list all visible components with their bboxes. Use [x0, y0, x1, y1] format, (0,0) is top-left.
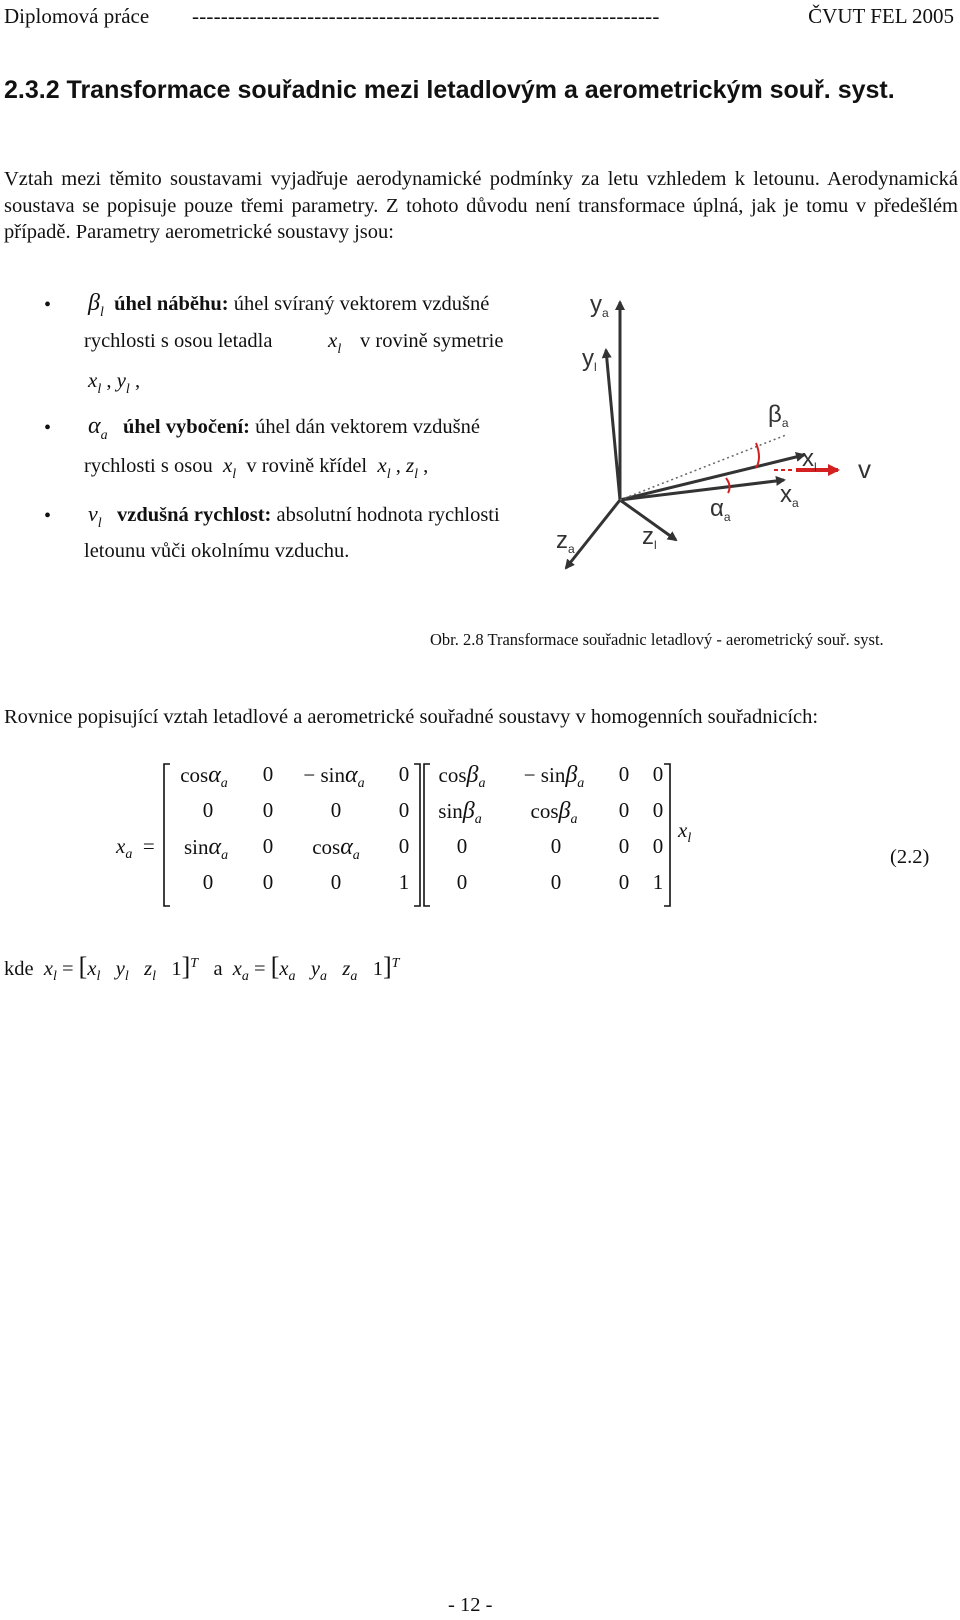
- m2-r2-c4: 0: [652, 798, 664, 822]
- m2-r1-c4: 0: [652, 762, 664, 786]
- m1-r2-c3: 0: [330, 798, 342, 822]
- bullet-3-line-1: $v_l$ vzdušná rychlost: absolutní hodnota rychlosti: [88, 501, 500, 531]
- m1-r3-c3: cosα$_a$: [312, 834, 360, 863]
- bullet-2-line-1: $\alpha_a$ úhel vybočení: úhel dán vektorem vzdušné: [88, 413, 480, 443]
- header-left: Diplomová práce: [4, 4, 150, 28]
- yl-axis: [606, 350, 620, 500]
- m1-r1-c4: 0: [398, 762, 410, 786]
- m1-r4-c1: 0: [202, 870, 214, 894]
- label-zl: $z_l$: [642, 523, 657, 552]
- m1-r3-c1: sinα$_a$: [183, 834, 229, 863]
- equation-rhs: $x_l$: [678, 818, 692, 846]
- bullet-dot: •: [44, 294, 52, 316]
- equation-number: (2.2): [890, 846, 930, 868]
- header-rule: -----------------------------------------------------------------: [192, 4, 660, 28]
- m2-r4-c2: 0: [550, 870, 562, 894]
- m1-r4-c4: 1: [398, 870, 410, 894]
- m1-r1-c1: cosα$_a$: [180, 762, 228, 791]
- m2-r1-c3: 0: [618, 762, 630, 786]
- equation-intro: Rovnice popisující vztah letadlové a aerometrické souřadné soustavy v homogenních souřadnicích:: [4, 706, 819, 728]
- label-alpha: $\alpha_a$: [710, 495, 731, 524]
- m2-r4-c4: 1: [652, 870, 664, 894]
- beta-arc: [756, 443, 759, 468]
- header-right: ČVUT FEL 2005: [808, 4, 954, 28]
- term-airspeed: vzdušná rychlost:: [117, 504, 272, 526]
- m2-r3-c2: 0: [550, 834, 562, 858]
- bullet-1-line-2: rychlosti s osou letadla $x_l$ v rovině symetrie: [84, 328, 504, 357]
- term-angle-of-attack: úhel náběhu:: [114, 293, 229, 315]
- m2-r2-c3: 0: [618, 798, 630, 822]
- xl-axis: [620, 455, 804, 500]
- v-symbol: v: [88, 501, 98, 526]
- bullet-3-line-2: letounu vůči okolnímu vzduchu.: [84, 540, 350, 562]
- m2-r4-c1: 0: [456, 870, 468, 894]
- label-xa: $x_a$: [780, 481, 799, 510]
- bullet-dot: •: [44, 417, 52, 439]
- m2-r3-c3: 0: [618, 834, 630, 858]
- m1-r3-c2: 0: [262, 834, 274, 858]
- m1-r3-c4: 0: [398, 834, 410, 858]
- m1-r2-c4: 0: [398, 798, 410, 822]
- m1-r1-c3: − sinα$_a$: [303, 762, 365, 791]
- m2-r3-c1: 0: [456, 834, 468, 858]
- bullet-1-line-3: $x_l$ , $y_l$ ,: [88, 368, 141, 397]
- label-yl: $y_l$: [582, 345, 597, 374]
- section-title: 2.3.2 Transformace souřadnic mezi letadlovým a aerometrickým souř. syst.: [4, 76, 895, 104]
- bullet-dot: •: [44, 505, 52, 527]
- m1-r4-c2: 0: [262, 870, 274, 894]
- equation-lhs: $x_a$ =: [116, 834, 155, 862]
- m1-r4-c3: 0: [330, 870, 342, 894]
- m1-r2-c2: 0: [262, 798, 274, 822]
- m2-r3-c4: 0: [652, 834, 664, 858]
- bullet-2-line-2: rychlosti s osou $x_l$ v rovině křídel $x_l$ , $z_l$ ,: [84, 453, 429, 482]
- intro-paragraph: Vztah mezi těmito soustavami vyjadřuje aerodynamické podmínky za letu vzhledem k letounu. Aerodynamická soustava se popisuje pouze třemi parametry. Z tohoto důvodu není transformace úplná, jak je tomu v předešlém případě. Parametry aerometrické soustavy jsou:: [4, 168, 958, 243]
- axes-figure: [556, 290, 946, 590]
- m2-r2-c2: cosβ$_a$: [530, 798, 578, 827]
- m2-r2-c1: sinβ$_a$: [438, 798, 482, 827]
- where-line: kde $x_l = [x_l$ $y_l$ $z_l$ 1]$^T$ a $x_a = [x_a$ $y_a$ $z_a$ 1]$^T$: [4, 952, 400, 984]
- label-xl: $x_l$: [802, 445, 817, 474]
- alpha-symbol: α: [88, 413, 101, 439]
- label-za: $z_a$: [556, 527, 575, 556]
- beta-symbol: β: [88, 290, 100, 316]
- m1-r1-c2: 0: [262, 762, 274, 786]
- m1-r2-c1: 0: [202, 798, 214, 822]
- bullet-1-line-1: $\beta_l$ úhel náběhu: úhel svíraný vektorem vzdušné: [88, 290, 490, 320]
- term-sideslip-angle: úhel vybočení:: [122, 416, 250, 438]
- figure-caption: Obr. 2.8 Transformace souřadnic letadlový - aerometrický souř. syst.: [430, 630, 884, 649]
- m2-r1-c1: cosβ$_a$: [438, 762, 486, 791]
- page-number: - 12 -: [448, 1594, 493, 1616]
- m2-r4-c3: 0: [618, 870, 630, 894]
- za-axis: [566, 500, 620, 568]
- label-ya: $y_a$: [590, 291, 609, 320]
- label-v: v: [858, 454, 871, 484]
- m2-r1-c2: − sinβ$_a$: [523, 762, 585, 791]
- label-beta: $\beta_a$: [768, 401, 789, 430]
- matrix-brackets: [160, 760, 690, 910]
